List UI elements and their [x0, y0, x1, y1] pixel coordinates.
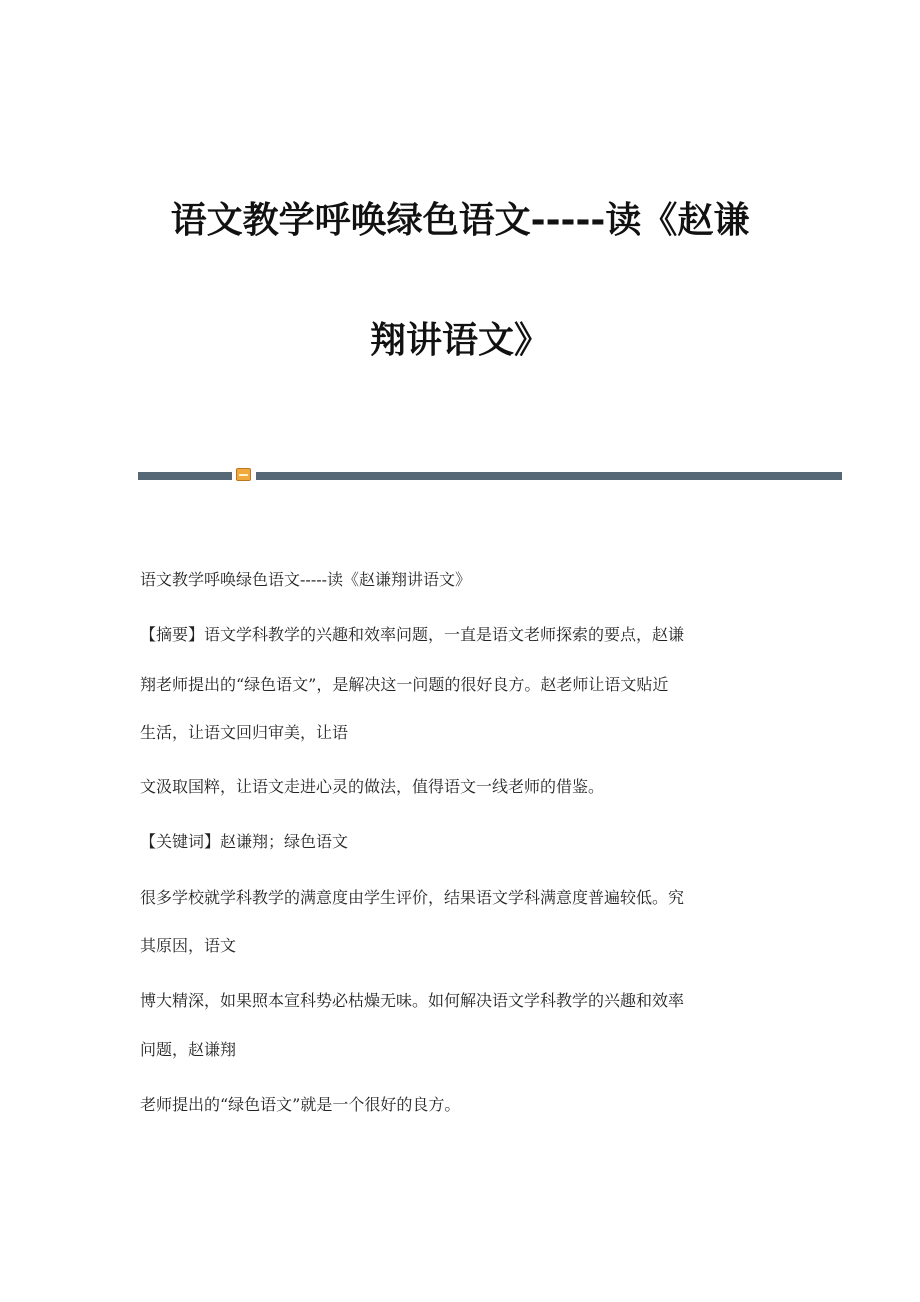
keywords-line: 【关键词】赵谦翔；绿色语文 [140, 832, 349, 851]
divider-bar-left [138, 472, 232, 480]
body-line: 其原因，语文 [140, 936, 237, 955]
abstract-line: 文汲取国粹，让语文走进心灵的做法，值得语文一线老师的借鉴。 [140, 777, 605, 796]
subtitle-line: 语文教学呼唤绿色语文-----读《赵谦翔讲语文》 [140, 570, 472, 589]
abstract-line: 翔老师提出的“绿色语文”，是解决这一问题的很好良方。赵老师让语文贴近 [140, 675, 669, 694]
body-line: 老师提出的“绿色语文”就是一个很好的良方。 [140, 1095, 461, 1114]
body-line: 问题，赵谦翔 [140, 1040, 237, 1059]
body-line: 很多学校就学科教学的满意度由学生评价，结果语文学科满意度普遍较低。究 [140, 888, 685, 907]
document-title-line-1: 语文教学呼唤绿色语文-----读《赵谦 [170, 200, 750, 241]
document-title-line-2: 翔讲语文》 [369, 320, 550, 361]
divider-bar-right [256, 472, 842, 480]
abstract-line: 生活，让语文回归审美，让语 [140, 723, 349, 742]
body-line: 博大精深，如果照本宣科势必枯燥无味。如何解决语文学科教学的兴趣和效率 [140, 991, 685, 1010]
abstract-line: 【摘要】语文学科教学的兴趣和效率问题，一直是语文老师探索的要点，赵谦 [140, 625, 685, 644]
envelope-icon [236, 468, 251, 481]
section-divider [138, 467, 842, 483]
